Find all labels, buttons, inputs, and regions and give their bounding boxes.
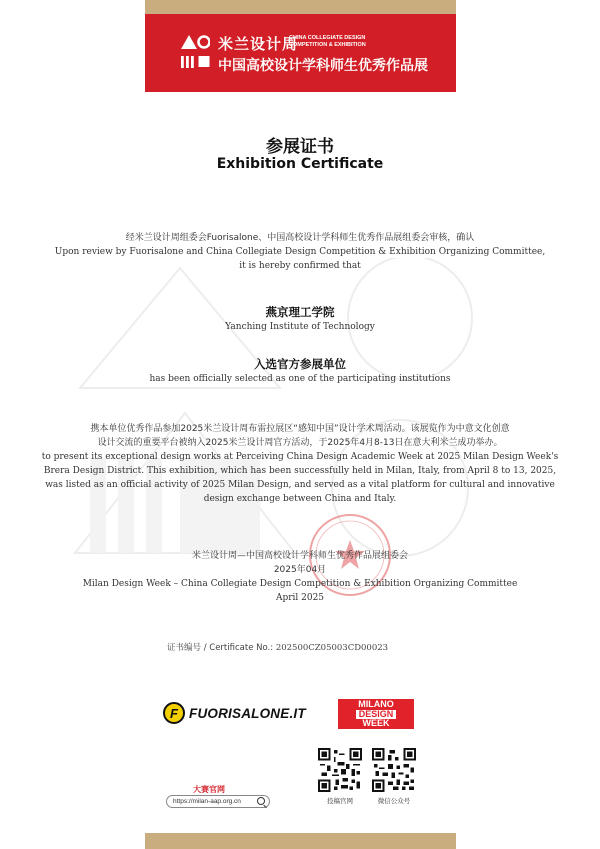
- body-en3: was listed as an official activity of 2025 Milan Design, and served as a vital platform for cultural and innovative: [45, 480, 555, 490]
- intro-en2: it is hereby confirmed that: [239, 261, 361, 271]
- signature-en: Milan Design Week – China Collegiate Design Competition & Exhibition Organizing Committee: [82, 579, 518, 589]
- official-site-url[interactable]: [166, 795, 270, 808]
- body-paragraph: [40, 422, 560, 506]
- banner-en-line2: COMPETITION & EXHIBITION: [289, 42, 366, 48]
- certificate-title-en: Exhibition Certificate: [216, 156, 384, 172]
- qr-code-wechat-icon[interactable]: [372, 748, 416, 792]
- intro-paragraph: [40, 231, 560, 273]
- body-en1: to present its exceptional design works at Perceiving China Design Academic Week at 2025 Milan Design Week's: [41, 452, 559, 462]
- body-en4: design exchange between China and Italy.: [203, 494, 397, 504]
- fuorisalone-mark-icon: F: [163, 702, 185, 724]
- certificate-number-value: 202500CZ05003CD00023: [275, 643, 389, 653]
- signature-date-en: April 2025: [275, 593, 325, 603]
- selection-en: has been officially selected as one of the participating institutions: [149, 374, 451, 384]
- mdw-line2: DESIGN: [356, 710, 397, 720]
- fuorisalone-text: FUORISALONE.IT: [189, 705, 306, 721]
- recipient-name-en: Yanching Institute of Technology: [225, 322, 375, 332]
- milano-design-week-logo: [338, 699, 414, 729]
- signature-block: [40, 549, 560, 605]
- selection-cn-bold: 官方参展单位: [277, 357, 346, 371]
- body-cn1: 携本单位优秀作品参加2025米兰设计周布雷拉展区“感知中国”设计学术周活动。该展览作为中意文化创意: [90, 424, 510, 434]
- banner-title-cn: 米兰设计周: [218, 35, 299, 53]
- official-site-url-text: https://milan-aap.org.cn: [173, 798, 241, 805]
- recipient-block: [40, 305, 560, 334]
- official-site-label: 大赛官网: [193, 785, 225, 794]
- body-cn2: 设计交流的重要平台被纳入2025米兰设计周官方活动，于2025年4月8-13日在意大利米兰成功举办。: [97, 438, 503, 448]
- qr-code-submission-icon[interactable]: [318, 748, 362, 792]
- mdw-line3: WEEK: [362, 718, 390, 728]
- selection-cn-prefix: 入选: [254, 357, 277, 371]
- top-gold-bar: [145, 0, 456, 14]
- qr-code-wechat-label: 微信公众号: [377, 797, 411, 805]
- intro-cn: 经米兰设计周组委会Fuorisalone、中国高校设计学科师生优秀作品展组委会审核，确认: [125, 233, 475, 243]
- header-banner: [145, 14, 456, 92]
- certificate-number: [167, 641, 388, 653]
- search-icon: [257, 797, 265, 805]
- banner-subtitle-en: [289, 35, 399, 49]
- intro-en1: Upon review by Fuorisalone and China Collegiate Design Competition & Exhibition Organizing Committee,: [54, 247, 546, 257]
- qr-code-submission-label: 投稿官网: [327, 797, 353, 805]
- body-en2: Brera Design District. This exhibition, which has been successfully held in Milan, Italy, from April 8 to 13, 2025,: [43, 466, 557, 476]
- selection-block: [40, 357, 560, 386]
- mdw-line1: MILANO: [358, 699, 394, 709]
- banner-en-line1: CHINA COLLEGIATE DESIGN: [289, 35, 366, 41]
- signature-cn: 米兰设计周—中国高校设计学科师生优秀作品展组委会: [191, 551, 408, 561]
- fuorisalone-logo: [163, 702, 306, 724]
- certificate-number-label: 证书编号 / Certificate No.:: [167, 643, 274, 653]
- signature-date-cn: 2025年04月: [273, 565, 327, 575]
- background-watermark: [70, 258, 530, 558]
- selection-cn: [40, 357, 560, 372]
- bottom-gold-bar: [145, 833, 456, 849]
- certificate-title-cn: 参展证书: [266, 137, 334, 157]
- event-logo-icon: [180, 32, 210, 72]
- recipient-name-cn: 燕京理工学院: [265, 305, 335, 319]
- banner-subtitle-cn: 中国高校设计学科师生优秀作品展: [218, 58, 428, 74]
